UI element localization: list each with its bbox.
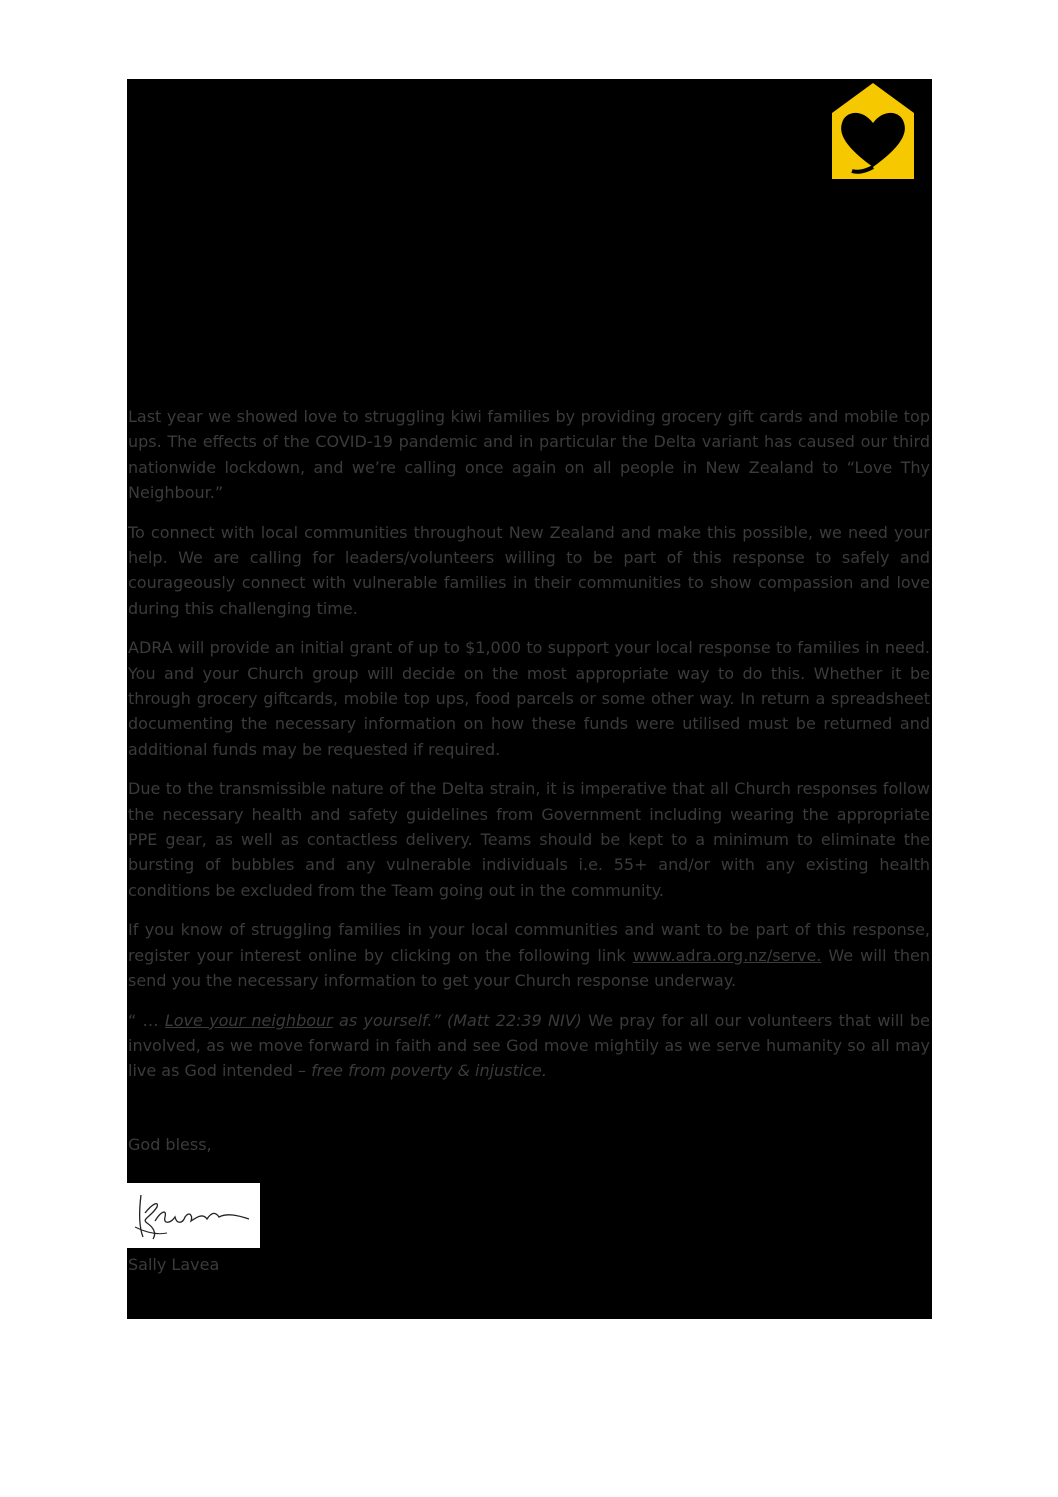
paragraph-register — [128, 917, 930, 993]
signature-image — [127, 1183, 260, 1248]
register-text-start: If you know of struggling families in your local communities and want to be part of this response, register your interest online by clicking on the following link — [128, 920, 930, 965]
closing-phrase: free from poverty & injustice. — [311, 1061, 547, 1081]
closing-salutation: God bless, — [128, 1135, 212, 1154]
paragraph-safety: Due to the transmissible nature of the Delta strain, it is imperative that all Church responses follow the necessary health and safety guidelines from Government including wearing the appropriate PPE gear, as well as contactless delivery. Teams should be kept to a minimum to eliminate the bursting of bubbles and any vulnerable individuals i.e. 55+ and/or with any existing health conditions be excluded from the Team going out in the community. — [128, 779, 930, 900]
letter-body — [128, 404, 930, 1098]
paragraph-grant: ADRA will provide an initial grant of up to $1,000 to support your local response to families in need. You and your Church group will decide on the most appropriate way to do this. Whether it be through grocery giftcards, mobile top ups, food parcels or some other way. In return a spreadsheet documenting the necessary information on how these funds were utilised must be returned and additional funds may be requested if required. — [128, 638, 930, 759]
serve-link[interactable]: www.adra.org.nz/serve. — [632, 945, 822, 965]
scripture-reference: as yourself.” (Matt 22:39 NIV) — [332, 1010, 582, 1030]
quote-open: “ … — [128, 1010, 165, 1030]
paragraph-call-for-help: To connect with local communities throughout New Zealand and make this possible, we need your help. We are calling for leaders/volunteers willing to be part of this response to safely and courageously connect with vulnerable families in their communities to show compassion and love during this challenging time. — [128, 522, 930, 618]
prayer-text: We pray for all our volunteers that will be involved, as we move forward in faith and see God move mightily as we serve humanity so all may live as God intended – — [128, 1010, 931, 1081]
scripture-link[interactable]: Love your neighbour — [164, 1010, 333, 1030]
signer-name: Sally Lavea — [128, 1255, 220, 1274]
register-text-end: We will then send you the necessary information to get your Church response underway. — [128, 945, 930, 990]
paragraph-scripture — [128, 1008, 930, 1084]
paragraph-intro: Last year we showed love to struggling kiwi families by providing grocery gift cards and mobile top ups. The effects of the COVID-19 pandemic and in particular the Delta variant has caused our third nationwide lockdown, and we’re calling once again on all people in New Zealand to “Love Thy Neighbour.” — [128, 407, 930, 502]
house-heart-logo-icon — [832, 83, 914, 179]
